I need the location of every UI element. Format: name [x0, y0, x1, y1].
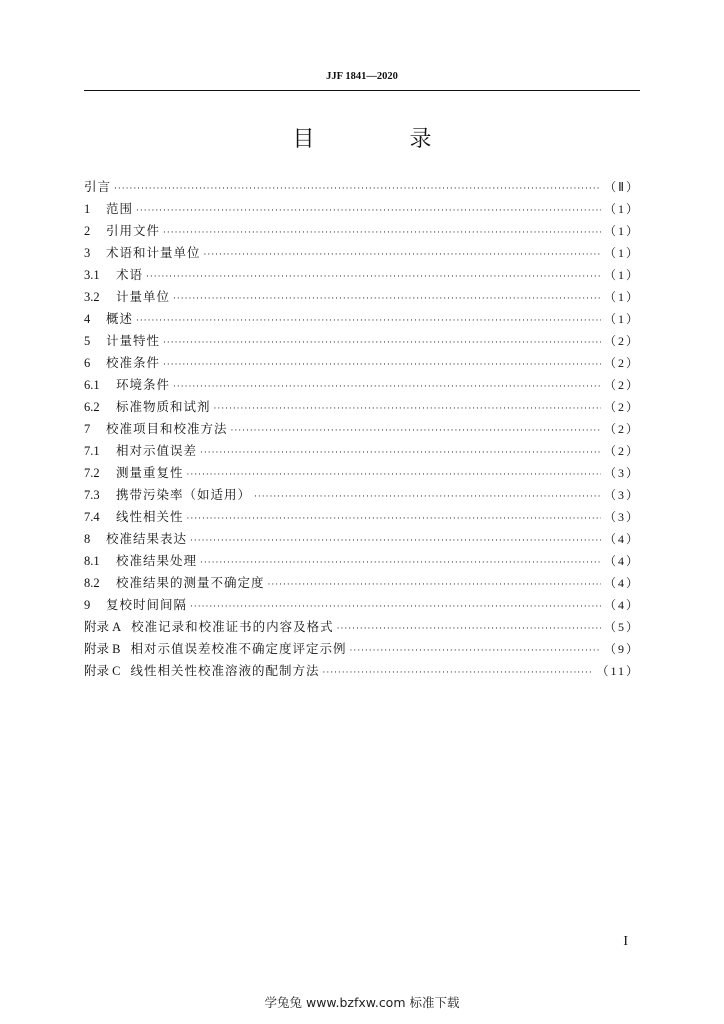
toc-entry-page: （4） — [603, 576, 640, 590]
toc-entry-number: 7.4 — [84, 510, 100, 524]
toc-entry[interactable] — [84, 308, 640, 330]
toc-entry[interactable] — [84, 660, 640, 682]
toc-leader-dots — [173, 376, 601, 398]
toc-entry-label: 校准项目和校准方法 — [106, 421, 228, 436]
toc-leader-dots — [214, 398, 601, 420]
toc-leader-dots — [163, 354, 601, 376]
toc-entry-number: 4 — [84, 312, 91, 326]
toc-entry[interactable] — [84, 330, 640, 352]
toc-entry-page: （9） — [603, 642, 640, 656]
toc-entry-page: （3） — [603, 466, 640, 480]
toc-leader-dots — [349, 640, 601, 662]
toc-leader-dots — [163, 332, 601, 354]
toc-entry[interactable] — [84, 220, 640, 242]
toc-entry-label: 线性相关性校准溶液的配制方法 — [130, 663, 320, 678]
toc-entry-page: （2） — [603, 400, 640, 414]
toc-entry-label: 校准记录和校准证书的内容及格式 — [131, 619, 334, 634]
toc-entry-label: 术语 — [116, 267, 144, 282]
toc-leader-dots — [254, 486, 601, 508]
toc-entry-number: 3 — [84, 246, 91, 260]
toc-entry-page: （2） — [603, 356, 640, 370]
toc-entry[interactable] — [84, 506, 640, 528]
toc-entry-label: 校准结果处理 — [116, 553, 198, 568]
toc-entry-label: 环境条件 — [116, 377, 171, 392]
toc-entry-label: 引言 — [84, 179, 112, 194]
toc-entry-number: 7.2 — [84, 466, 100, 480]
toc-entry-label: 范围 — [106, 201, 134, 216]
toc-leader-dots — [136, 310, 601, 332]
toc-entry-page: （2） — [603, 444, 640, 458]
toc-entry-number: 7.3 — [84, 488, 100, 502]
toc-leader-dots — [200, 442, 601, 464]
toc-leader-dots — [190, 530, 601, 552]
toc-entry-label: 相对示值误差校准不确定度评定示例 — [130, 641, 347, 656]
toc-entry-label: 携带污染率（如适用） — [116, 487, 252, 502]
toc-entry[interactable] — [84, 242, 640, 264]
toc-entry-page: （3） — [603, 488, 640, 502]
toc-entry-number: 6.2 — [84, 400, 100, 414]
toc-entry-page: （1） — [603, 312, 640, 326]
toc-entry-number: 附录 A — [84, 620, 122, 634]
toc-entry[interactable] — [84, 418, 640, 440]
toc-entry-number: 2 — [84, 224, 91, 238]
toc-leader-dots — [337, 618, 601, 640]
toc-entry-number: 8.1 — [84, 554, 100, 568]
toc-entry-page: （4） — [603, 532, 640, 546]
toc-entry-label: 标准物质和试剂 — [116, 399, 211, 414]
toc-leader-dots — [200, 552, 601, 574]
toc-entry[interactable] — [84, 264, 640, 286]
toc-entry-number: 5 — [84, 334, 91, 348]
toc-leader-dots — [114, 178, 601, 200]
toc-entry[interactable] — [84, 440, 640, 462]
toc-entry-label: 复校时间间隔 — [106, 597, 188, 612]
page-title: 目 录 — [292, 127, 476, 152]
toc-entry-page: （2） — [603, 378, 640, 392]
toc-entry-page: （2） — [603, 334, 640, 348]
toc-entry-number: 1 — [84, 202, 91, 216]
toc-entry-page: （1） — [603, 290, 640, 304]
toc-leader-dots — [187, 508, 601, 530]
toc-leader-dots — [146, 266, 601, 288]
toc-entry[interactable] — [84, 396, 640, 418]
toc-entry[interactable] — [84, 374, 640, 396]
toc-entry-page: （1） — [603, 224, 640, 238]
toc-entry-number: 3.1 — [84, 268, 100, 282]
toc-entry-number: 8 — [84, 532, 91, 546]
toc-leader-dots — [204, 244, 601, 266]
toc-leader-dots — [322, 662, 593, 684]
toc-entry[interactable] — [84, 286, 640, 308]
toc-leader-dots — [268, 574, 601, 596]
toc-leader-dots — [231, 420, 601, 442]
toc-entry-page: （1） — [603, 268, 640, 282]
toc-entry-label: 术语和计量单位 — [106, 245, 201, 260]
toc-leader-dots — [187, 464, 601, 486]
toc-entry[interactable] — [84, 616, 640, 638]
toc-leader-dots — [173, 288, 601, 310]
toc-entry-number: 9 — [84, 598, 91, 612]
toc-entry[interactable] — [84, 638, 640, 660]
toc-leader-dots — [190, 596, 601, 618]
toc-entry-page: （4） — [603, 554, 640, 568]
toc-entry[interactable] — [84, 352, 640, 374]
toc-entry[interactable] — [84, 528, 640, 550]
toc-entry-number: 7 — [84, 422, 91, 436]
toc-entry[interactable] — [84, 550, 640, 572]
table-of-contents — [84, 176, 640, 682]
toc-entry-label: 校准结果表达 — [106, 531, 188, 546]
toc-entry[interactable] — [84, 572, 640, 594]
toc-entry-page: （3） — [603, 510, 640, 524]
footer-watermark: 学兔兔 www.bzfxw.com 标准下载 — [264, 995, 460, 1010]
toc-entry-label: 计量单位 — [116, 289, 171, 304]
toc-entry-number: 7.1 — [84, 444, 100, 458]
header-rule — [84, 90, 640, 91]
toc-leader-dots — [163, 222, 601, 244]
toc-entry-page: （Ⅱ） — [604, 180, 640, 194]
toc-entry-page: （1） — [603, 202, 640, 216]
toc-entry[interactable] — [84, 462, 640, 484]
toc-entry-label: 相对示值误差 — [116, 443, 198, 458]
toc-entry-label: 引用文件 — [106, 223, 161, 238]
toc-entry-label: 线性相关性 — [116, 509, 184, 524]
toc-entry-number: 附录 C — [84, 664, 121, 678]
toc-leader-dots — [136, 200, 601, 222]
page-number: I — [623, 934, 628, 949]
toc-entry-number: 8.2 — [84, 576, 100, 590]
toc-entry[interactable] — [84, 484, 640, 506]
toc-entry-number: 3.2 — [84, 290, 100, 304]
toc-entry-label: 校准结果的测量不确定度 — [116, 575, 265, 590]
toc-entry-label: 概述 — [106, 311, 134, 326]
toc-entry-label: 校准条件 — [106, 355, 161, 370]
toc-entry-page: （2） — [603, 422, 640, 436]
toc-entry-page: （11） — [596, 664, 640, 678]
toc-entry-number: 6 — [84, 356, 91, 370]
toc-entry[interactable] — [84, 198, 640, 220]
toc-entry-label: 计量特性 — [106, 333, 161, 348]
toc-entry-page: （1） — [603, 246, 640, 260]
toc-entry-page: （5） — [603, 620, 640, 634]
toc-entry[interactable] — [84, 176, 640, 198]
toc-entry-number: 附录 B — [84, 642, 121, 656]
toc-entry-number: 6.1 — [84, 378, 100, 392]
toc-entry-label: 测量重复性 — [116, 465, 184, 480]
toc-entry[interactable] — [84, 594, 640, 616]
toc-entry-page: （4） — [603, 598, 640, 612]
document-code-header: JJF 1841—2020 — [326, 71, 398, 82]
